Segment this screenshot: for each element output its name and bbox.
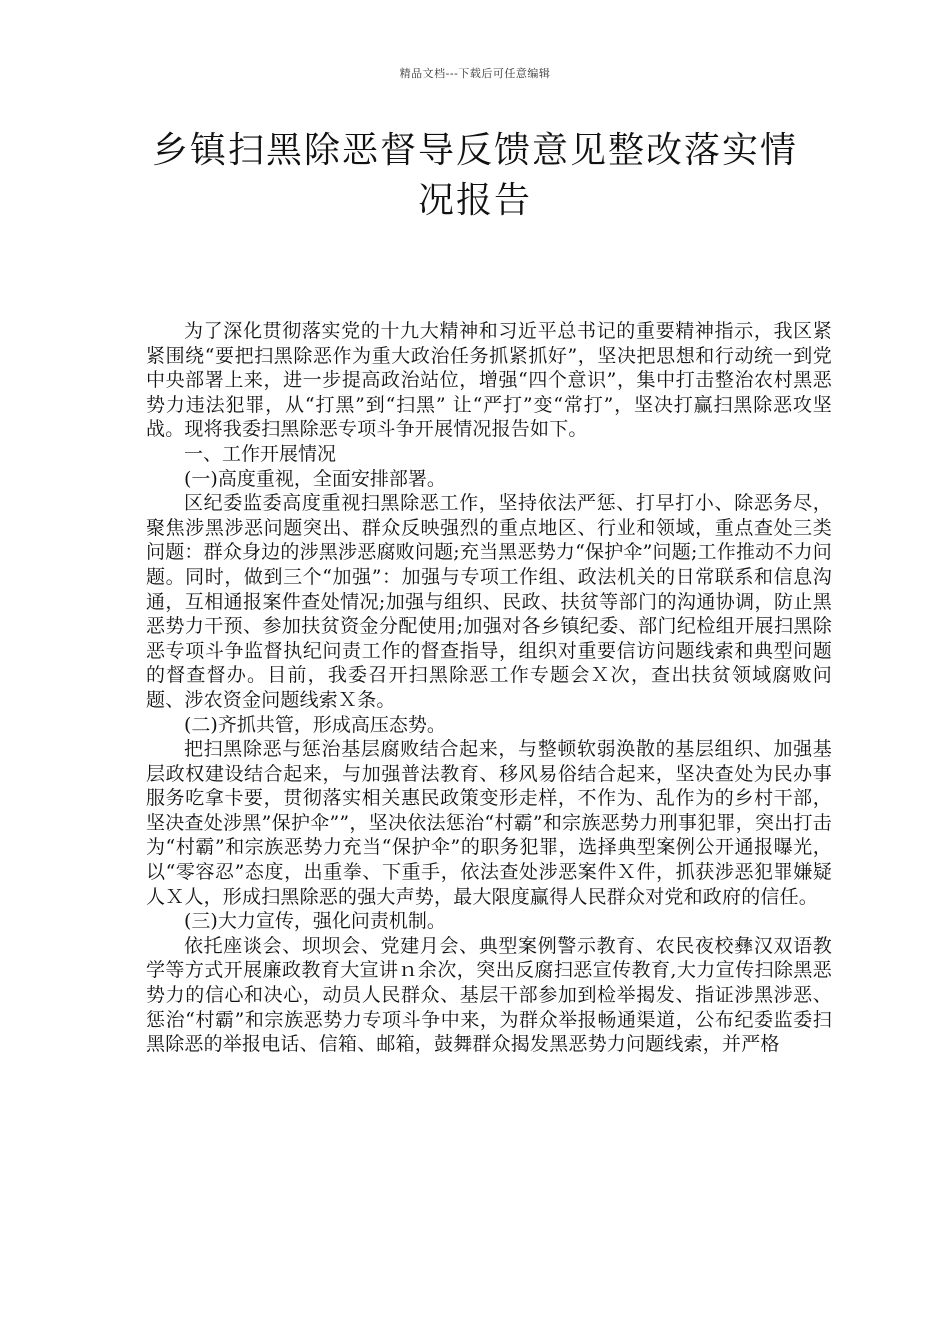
document-title-line-1: 乡镇扫黑除恶督导反馈意见整改落实情	[151, 130, 798, 171]
document-title	[120, 126, 830, 226]
header-note: 精品文档---下载后可任意编辑	[399, 67, 551, 80]
document-body	[146, 319, 832, 1057]
subsection-heading-2: (二)齐抓共管，形成高压态势。	[184, 713, 446, 736]
intro-paragraph: 为了深化贯彻落实党的十九大精神和习近平总书记的重要精神指示，我区紧紧围绕“要把扫黑除恶作为重大政治任务抓紧抓好”，坚决把思想和行动统一到党中央部署上来，进一步提高政治站位，增强“四个意识”，集中打击整治农村黑恶势力违法犯罪，从“打黑”到“扫黑” 让“严打”变“常打”，坚决打赢扫黑除恶攻坚战。现将我委扫黑除恶专项斗争开展情况报告如下。	[146, 320, 832, 441]
paragraph-3: 依托座谈会、坝坝会、党建月会、典型案例警示教育、农民夜校彝汉双语教学等方式开展廉政教育大宣讲ｎ余次，突出反腐扫恶宣传教育,大力宣传扫除黑恶势力的信心和决心，动员人民群众、基层干部参加到检举揭发、指证涉黑涉恶、惩治“村霸”和宗族恶势力专项斗争中来，为群众举报畅通渠道，公布纪委监委扫黑除恶的举报电话、信箱、邮箱，鼓舞群众揭发黑恶势力问题线索，并严格	[146, 934, 832, 1056]
subsection-heading-1: (一)高度重视，全面安排部署。	[184, 467, 446, 490]
document-title-line-2: 况报告	[417, 180, 532, 221]
subsection-heading-3: (三)大力宣传，强化问责机制。	[184, 910, 446, 933]
paragraph-2: 把扫黑除恶与惩治基层腐败结合起来，与整顿软弱涣散的基层组织、加强基层政权建设结合起来，与加强普法教育、移风易俗结合起来，坚决查处为民办事服务吃拿卡要，贯彻落实相关惠民政策变形走样，不作为、乱作为的乡村干部，坚决查处涉黑”保护伞””，坚决依法惩治“村霸”和宗族恶势力刑事犯罪，突出打击为“村霸”和宗族恶势力充当“保护伞”的职务犯罪，选择典型案例公开通报曝光，以“零容忍”态度，出重拳、下重手，依法查处涉恶案件Ｘ件，抓获涉恶犯罪嫌疑人Ｘ人，形成扫黑除恶的强大声势，最大限度赢得人民群众对党和政府的信任。	[146, 738, 832, 908]
section-heading-1: 一、工作开展情况	[184, 442, 337, 465]
paragraph-1: 区纪委监委高度重视扫黑除恶工作，坚持依法严惩、打早打小、除恶务尽，聚焦涉黑涉恶问题突出、群众反映强烈的重点地区、行业和领域，重点查处三类问题：群众身边的涉黑涉恶腐败问题;充当黑恶势力“保护伞”问题;工作推动不力问题。同时，做到三个“加强”：加强与专项工作组、政法机关的日常联系和信息沟通，互相通报案件查处情况;加强与组织、民政、扶贫等部门的沟通协调，防止黑恶势力干预、参加扶贫资金分配使用;加强对各乡镇纪委、部门纪检组开展扫黑除恶专项斗争监督执纪问责工作的督查指导，组织对重要信访问题线索和典型问题的督查督办。目前，我委召开扫黑除恶工作专题会Ｘ次，查出扶贫领域腐败问题、涉农资金问题线索Ｘ条。	[146, 492, 832, 711]
